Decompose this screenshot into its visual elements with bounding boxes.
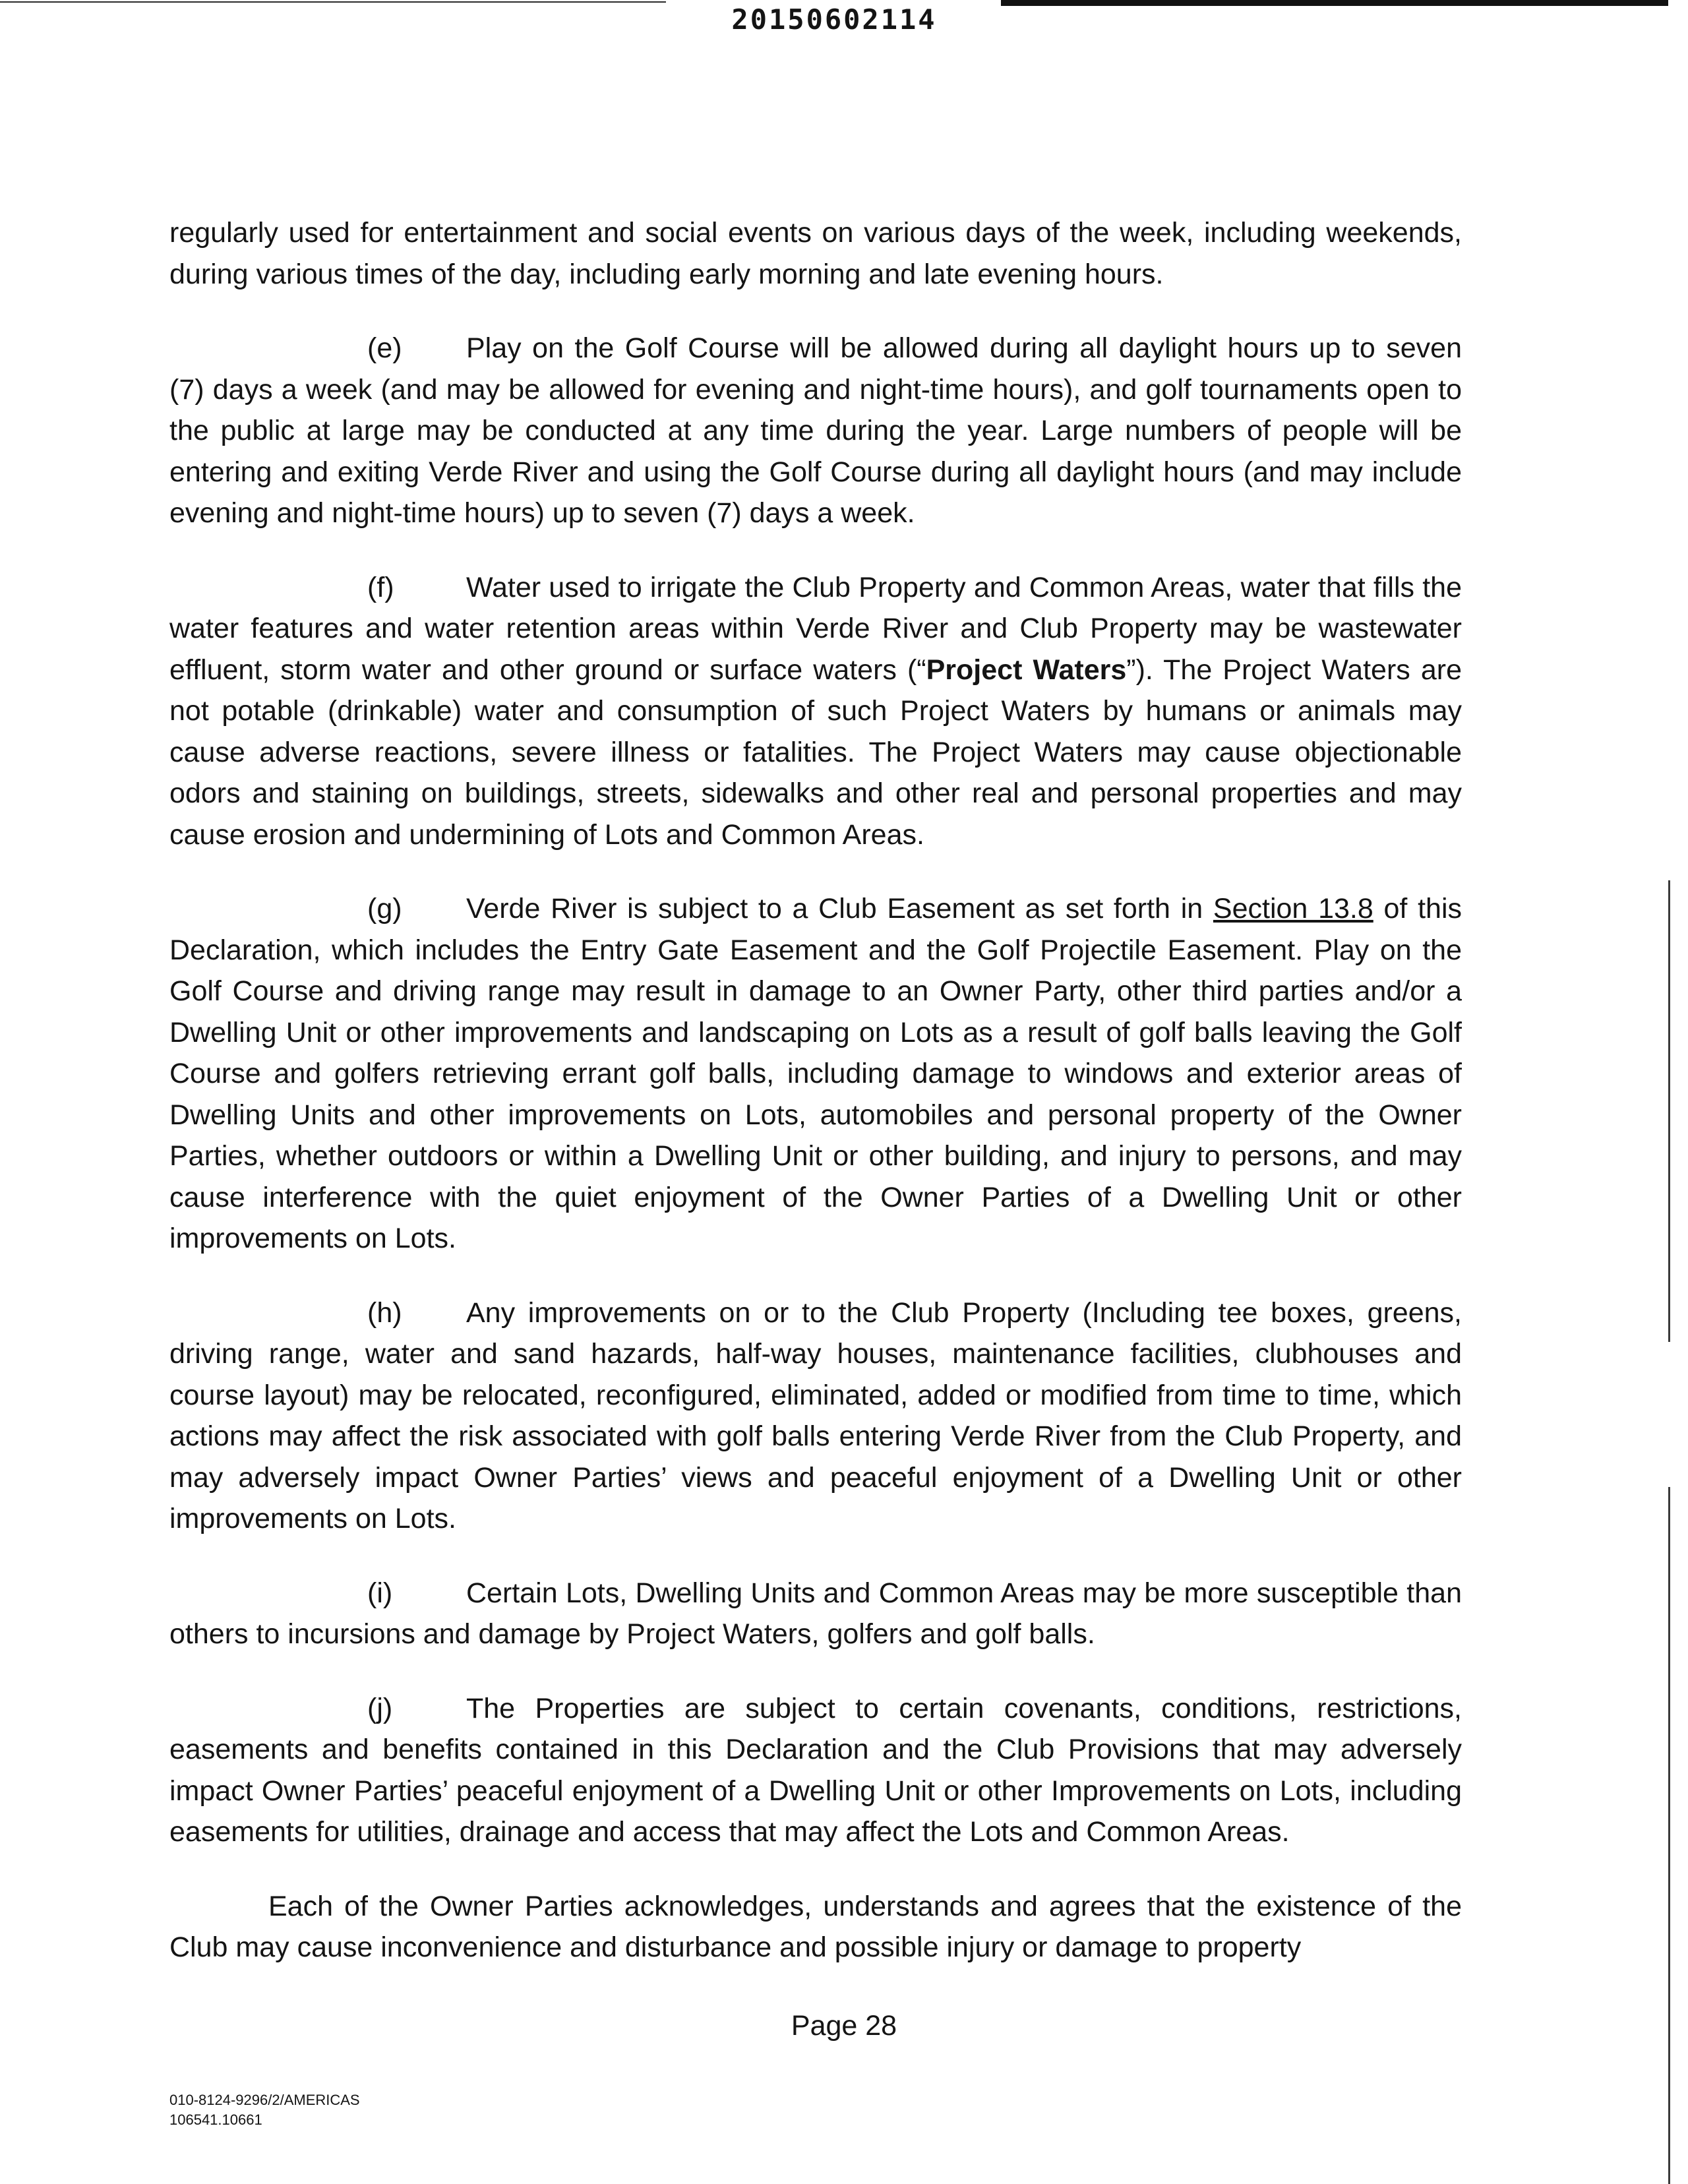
header-rule-right <box>1001 0 1668 6</box>
intro-paragraph: regularly used for entertainment and social events on various days of the week, including weekends, during various times of the day, including early morning and late evening hours. <box>169 217 1462 290</box>
paragraph-h <box>169 1292 1462 1540</box>
paragraph-marker: (h) <box>367 1296 402 1329</box>
recording-number: 20150602114 <box>731 3 937 36</box>
paragraph-f <box>169 567 1462 856</box>
paragraph-marker: (i) <box>367 1577 393 1609</box>
paragraph-text: ”). The Project Waters are not potable (drinkable) water and consumption of such Project Waters by humans or animals may cause adverse reactions, severe illness or fatalities. The Project Waters may cause objectionable odors and staining on buildings, streets, sidewalks and other real and personal properties and may cause erosion and undermining of Lots and Common Areas. <box>169 653 1462 851</box>
paragraph-marker: (j) <box>367 1692 393 1724</box>
paragraph-i <box>169 1573 1462 1655</box>
paragraph-text: Certain Lots, Dwelling Units and Common Areas may be more susceptible than others to incursions and damage by Project Waters, golfers and golf balls. <box>169 1577 1462 1650</box>
paragraph-text: of this Declaration, which includes the Entry Gate Easement and the Golf Projectile Easement. Play on the Golf Course and driving range may result in damage to an Owner Party, other third parties and/or a Dwelling Unit or other improvements and landscaping on Lots as a result of golf balls leaving the Golf Course and golfers retrieving errant golf balls, including damage to windows and exterior areas of Dwelling Units and other improvements on Lots, automobiles and personal property of the Owner Parties, whether outdoors or within a Dwelling Unit or other building, and injury to persons, and may cause interference with the quiet enjoyment of the Owner Parties of a Dwelling Unit or other improvements on Lots. <box>169 893 1462 1254</box>
paragraph-marker: (e) <box>367 332 402 364</box>
scan-margin-line <box>1668 1487 1670 2184</box>
paragraph-marker: (g) <box>367 893 402 925</box>
section-reference: Section 13.8 <box>1213 893 1373 925</box>
defined-term: Project Waters <box>926 653 1127 686</box>
paragraph-g <box>169 888 1462 1259</box>
paragraph-j <box>169 1688 1462 1853</box>
document-body <box>169 212 1462 1968</box>
paragraph-text: Play on the Golf Course will be allowed during all daylight hours up to seven (7) days a week (and may be allowed for evening and night-time hours), and golf tournaments open to the public at large may be conducted at any time during the year. Large numbers of people will be entering and exiting Verde River and using the Golf Course during all daylight hours (and may include evening and night-time hours) up to seven (7) days a week. <box>169 332 1462 529</box>
paragraph-text: Water used to irrigate the Club Property and Common Areas, water that fills the water features and water retention areas within Verde River and Club Property may be wastewater effluent, storm water and other ground or surface waters (“ <box>169 571 1462 686</box>
document-id: 010-8124-9296/2/AMERICAS <box>169 2092 360 2108</box>
scan-margin-line <box>1668 880 1670 1342</box>
closing-paragraph: Each of the Owner Parties acknowledges, understands and agrees that the existence of the Club may cause inconvenience and disturbance and possible injury or damage to property <box>169 1890 1462 1963</box>
header-rule-left <box>0 1 666 3</box>
paragraph-marker: (f) <box>367 571 394 603</box>
document-reference: 106541.10661 <box>169 2111 262 2128</box>
paragraph-text: Verde River is subject to a Club Easement as set forth in <box>466 893 1213 925</box>
paragraph-text: Any improvements on or to the Club Property (Including tee boxes, greens, driving range, water and sand hazards, half-way houses, maintenance facilities, clubhouses and course layout) may be relocated, reconfigured, eliminated, added or modified from time to time, which actions may affect the risk associated with golf balls entering Verde River from the Club Property, and may adversely impact Owner Parties’ views and peaceful enjoyment of a Dwelling Unit or other improvements on Lots. <box>169 1296 1462 1534</box>
paragraph-e <box>169 328 1462 534</box>
paragraph-text: The Properties are subject to certain covenants, conditions, restrictions, easements and benefits contained in this Declaration and the Club Provisions that may adversely impact Owner Parties’ peaceful enjoyment of a Dwelling Unit or other Improvements on Lots, including easements for utilities, drainage and access that may affect the Lots and Common Areas. <box>169 1692 1462 1848</box>
page-number: Page 28 <box>791 2010 897 2042</box>
footer-identifiers <box>169 2090 360 2130</box>
